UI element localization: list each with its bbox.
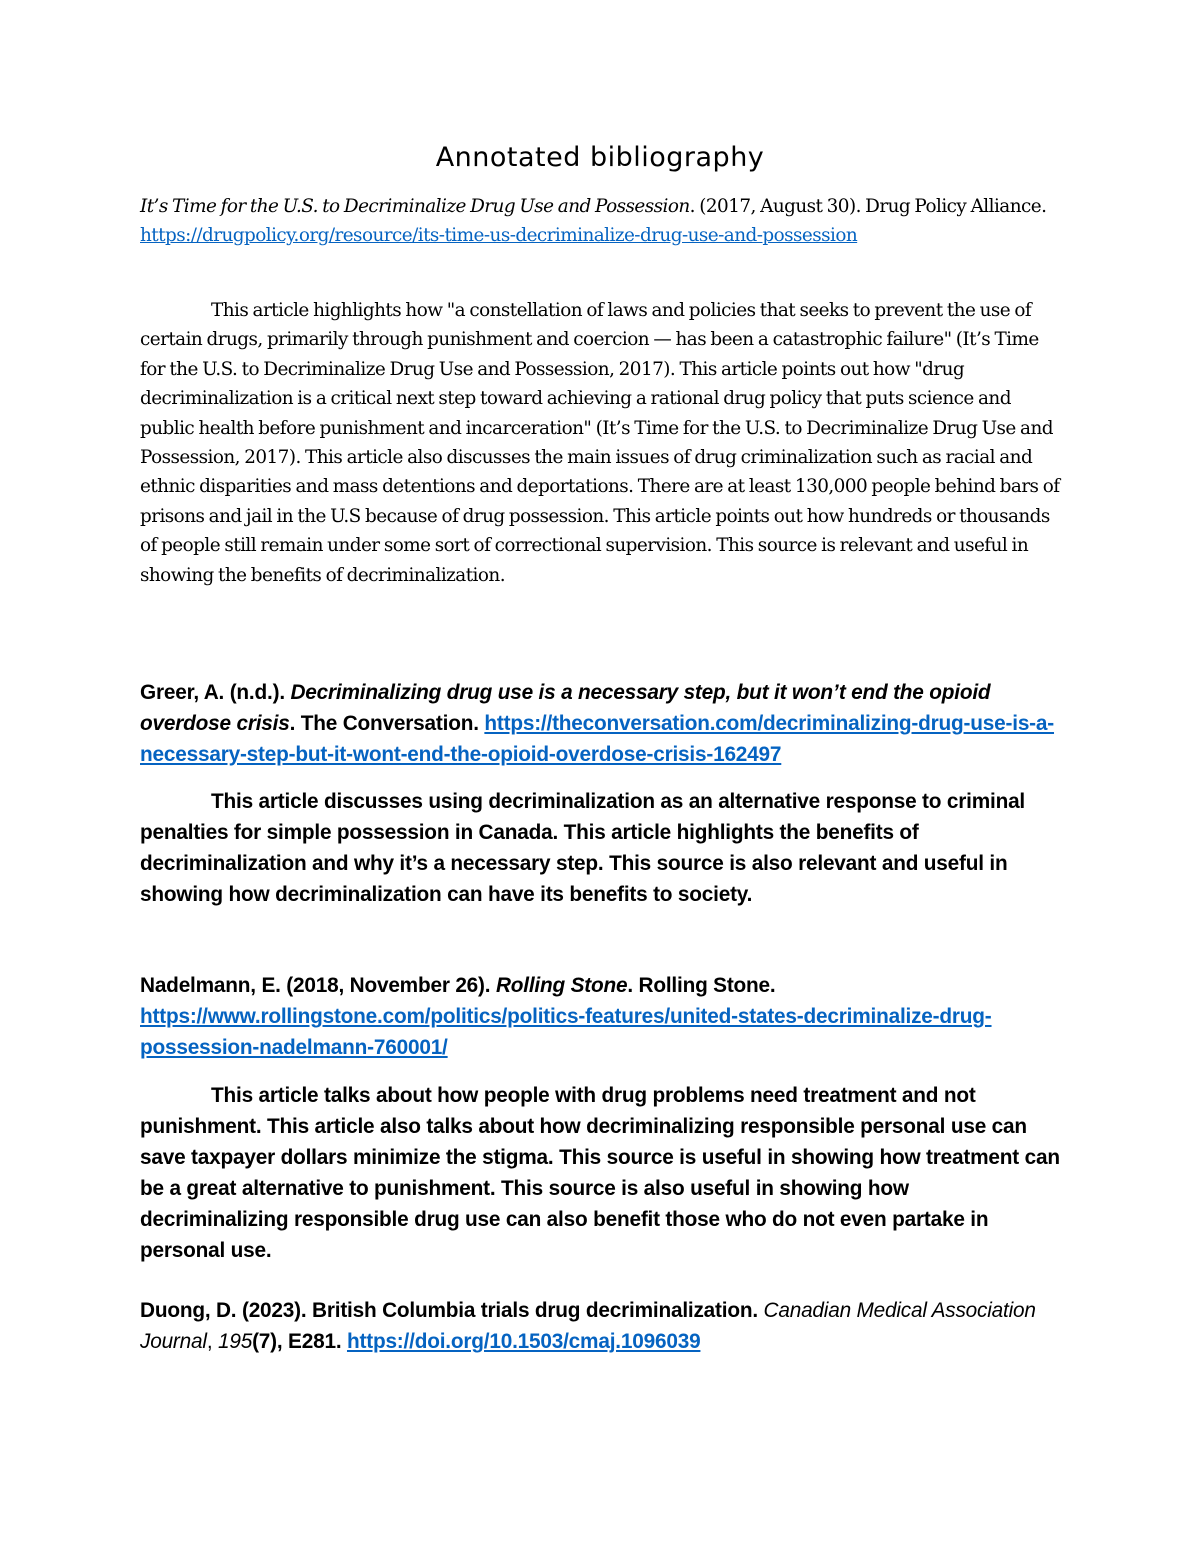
citation-3 [140,970,1060,1063]
citation-link[interactable]: https://doi.org/10.1503/cmaj.1096039 [346,1330,701,1353]
citation-author: Greer, A. (n.d.). [140,681,291,704]
citation-separator: , [206,1330,218,1353]
citation-4 [140,1295,1060,1357]
citation-journal: Canadian Medical Association Journal [140,1299,1036,1353]
citation-1 [140,192,1060,251]
annotation-1: This article highlights how "a constellation of laws and policies that seeks to prevent the use of certain drugs, primarily through punishment and coercion — has been a catastrophic failure" (It’s Time for the U.S. to Decriminalize Drug Use and Possession, 2017). This article points out how "drug decriminalization is a critical next step toward achieving a rational drug policy that puts science and public health before punishment and incarceration" (It’s Time for the U.S. to Decriminalize Drug Use and Possession, 2017). This article also discusses the main issues of drug criminalization such as racial and ethnic disparities and mass detentions and deportations. There are at least 130,000 people behind bars of prisons and jail in the U.S because of drug possession. This article points out how hundreds or thousands of people still remain under some sort of correctional supervision. This source is relevant and useful in showing the benefits of decriminalization. [140,300,1060,586]
citation-title: Decriminalizing drug use is a necessary step, but it won’t end the opioid overdose crisis [140,681,991,735]
citation-title: Rolling Stone [495,974,628,997]
citation-author: Nadelmann, E. (2018, November 26). [140,974,496,997]
citation-volume: 195 [217,1330,253,1353]
citation-link[interactable]: https://www.rollingstone.com/politics/politics-features/united-states-decriminalize-drug-possession-nadelmann-760001/ [140,1005,992,1059]
citation-2 [140,677,1060,770]
citation-source: . The Conversation. [289,712,485,735]
citation-source: . (2017, August 30). Drug Policy Alliance. [689,196,1047,217]
citation-author: Duong, D. (2023). British Columbia trials drug decriminalization. [140,1299,764,1322]
citation-title: It’s Time for the U.S. to Decriminalize Drug Use and Possession [140,196,690,217]
annotation-2: This article discusses using decriminalization as an alternative response to criminal penalties for simple possession in Canada. This article highlights the benefits of decriminalization and why it’s a necessary step. This source is also relevant and useful in showing how decriminalization can have its benefits to society. [140,790,1026,906]
annotation-3: This article talks about how people with drug problems need treatment and not punishment. This article also talks about how decriminalizing responsible personal use can save taxpayer dollars minimize the stigma. This source is useful in showing how treatment can be a great alternative to punishment. This source is also useful in showing how decriminalizing responsible drug use can also benefit those who do not even partake in personal use. [140,1084,1060,1262]
citation-link[interactable]: https://theconversation.com/decriminalizing-drug-use-is-a-necessary-step-but-it-wont-end-the-opioid-overdose-crisis-162497 [140,712,1055,766]
citation-source: . Rolling Stone. [627,974,776,997]
page-title: Annotated bibliography [435,142,765,173]
citation-link[interactable]: https://drugpolicy.org/resource/its-time-us-decriminalize-drug-use-and-possession [140,225,858,247]
citation-issue-pages: (7), E281. [252,1330,347,1353]
